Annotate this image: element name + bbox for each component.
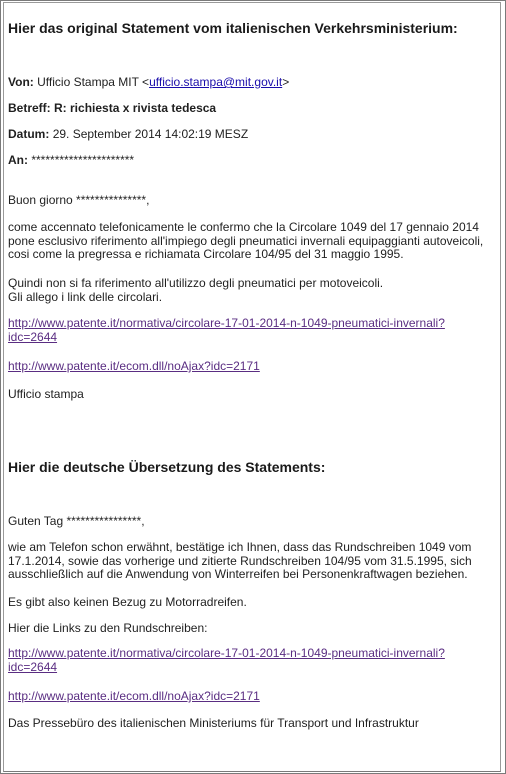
italian-link-2-line xyxy=(8,359,260,373)
german-paragraph-2: Es gibt also keinen Bezug zu Motorradreifen. xyxy=(8,595,247,609)
german-paragraph-1 xyxy=(8,541,498,582)
italian-section-heading: Hier das original Statement vom italienischen Verkehrsministerium: xyxy=(8,20,458,36)
german-link-2-line xyxy=(8,689,260,703)
subject-line xyxy=(8,101,216,115)
italian-signature: Ufficio stampa xyxy=(8,387,84,401)
german-paragraph-3: Hier die Links zu den Rundschreiben: xyxy=(8,621,208,635)
german-greeting: Guten Tag ****************, xyxy=(8,514,145,528)
german-link-2[interactable]: http://www.patente.it/ecom.dll/noAjax?idc=2171 xyxy=(8,689,260,703)
to-label: An: xyxy=(8,153,28,167)
italian-p1-line-1: come accennato telefonicamente le confermo che la Circolare 1049 del 17 gennaio 2014 xyxy=(8,220,479,234)
german-link-1-part-1[interactable]: http://www.patente.it/normativa/circolare-17-01-2014-n-1049-pneumatici-invernali? xyxy=(8,646,445,660)
subject-value: R: richiesta x rivista tedesca xyxy=(54,101,217,115)
from-email-link[interactable]: ufficio.stampa@mit.gov.it xyxy=(149,75,283,89)
italian-link-1-part-2[interactable]: idc=2644 xyxy=(8,329,58,344)
date-label: Datum: xyxy=(8,127,50,141)
subject-label: Betreff: xyxy=(8,101,51,115)
italian-link-1[interactable] xyxy=(8,317,498,344)
from-label: Von: xyxy=(8,75,34,89)
date-value: 29. September 2014 14:02:19 MESZ xyxy=(52,127,249,141)
italian-p1-line-3: cosi come la pregressa e richiamata Circolare 104/95 del 31 maggio 1995. xyxy=(8,247,404,261)
german-link-1[interactable] xyxy=(8,647,498,674)
italian-p2-line-2: Gli allego i link delle circolari. xyxy=(8,289,163,304)
german-p1-line-3: ausschließlich auf die Anwendung von Winterreifen bei Personenkraftwagen beziehen. xyxy=(8,567,468,581)
german-link-1-part-2[interactable]: idc=2644 xyxy=(8,659,58,674)
german-p1-line-1: wie am Telefon schon erwähnt, bestätige ich Ihnen, dass das Rundschreiben 1049 vom xyxy=(8,540,472,554)
german-p1-line-2: 17.1.2014, sowie das vorherige und zitierte Rundschreiben 104/95 vom 31.5.1995, sich xyxy=(8,553,472,568)
to-value: ********************** xyxy=(31,153,135,167)
date-line xyxy=(8,127,248,141)
to-line xyxy=(8,153,134,167)
german-section-heading: Hier die deutsche Übersetzung des Statements: xyxy=(8,459,326,475)
from-email-close: > xyxy=(282,75,290,89)
italian-paragraph-2 xyxy=(8,277,498,304)
from-line xyxy=(8,75,289,89)
italian-p1-line-2: pone esclusivo riferimento all'impiego degli pneumatici invernali equipaggianti autoveicoli, xyxy=(8,233,484,248)
german-signature: Das Pressebüro des italienischen Ministeriums für Transport und Infrastruktur xyxy=(8,716,419,730)
italian-link-2[interactable]: http://www.patente.it/ecom.dll/noAjax?idc=2171 xyxy=(8,359,260,373)
italian-greeting: Buon giorno ***************, xyxy=(8,193,150,207)
italian-paragraph-1 xyxy=(8,221,498,262)
italian-link-1-part-1[interactable]: http://www.patente.it/normativa/circolare-17-01-2014-n-1049-pneumatici-invernali? xyxy=(8,316,445,330)
italian-p2-line-1: Quindi non si fa riferimento all'utilizzo degli pneumatici per motoveicoli. xyxy=(8,276,384,290)
from-name: Ufficio Stampa MIT < xyxy=(37,75,150,89)
